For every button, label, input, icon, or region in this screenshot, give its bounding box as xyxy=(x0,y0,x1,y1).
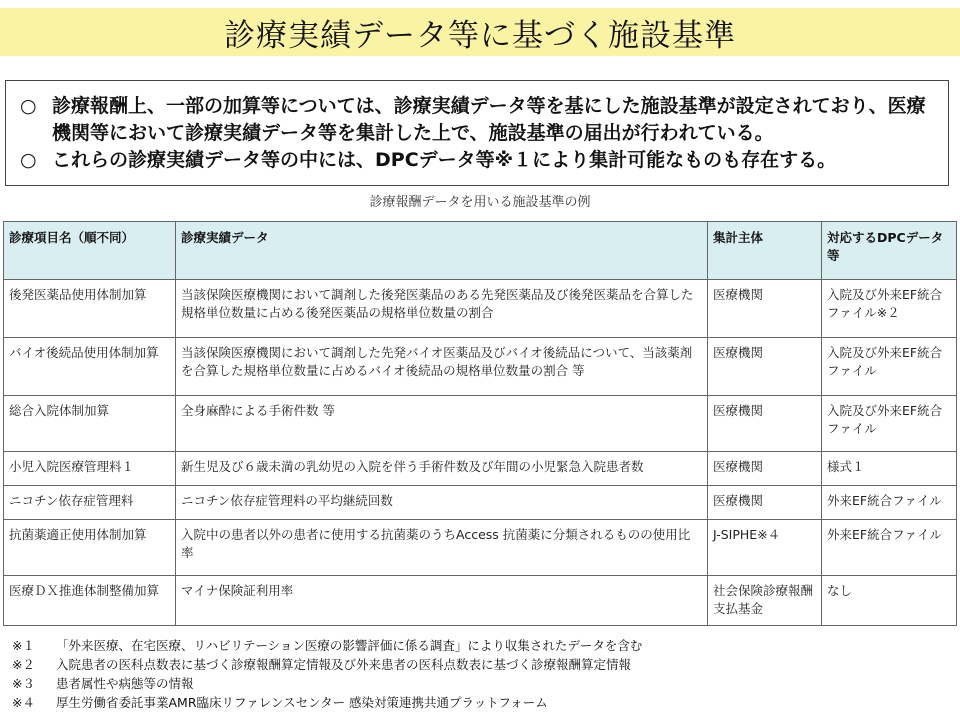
footnote xyxy=(12,636,952,655)
footnote-text: 患者属性や病態等の情報 xyxy=(56,676,194,691)
cell-performance-data: マイナ保険証利用率 xyxy=(176,576,708,626)
table-row xyxy=(4,520,957,576)
cell-dpc-data: 様式１ xyxy=(822,452,957,486)
cell-performance-data: 当該保険医療機関において調剤した先発バイオ医薬品及びバイオ後続品について、当該薬剤を合算した規格単位数量に占めるバイオ後続品の規格単位数量の割合 等 xyxy=(176,338,708,396)
footnote-text: 入院患者の医科点数表に基づく診療報酬算定情報及び外来患者の医科点数表に基づく診療報酬算定情報 xyxy=(56,657,632,672)
cell-dpc-data: なし xyxy=(822,576,957,626)
footnote-mark: ※２ xyxy=(12,657,35,672)
footnote-text: 厚生労働省委託事業AMR臨床リファレンスセンター 感染対策連携共通プラットフォーム xyxy=(56,695,548,710)
cell-dpc-data: 外来EF統合ファイル xyxy=(822,520,957,576)
cell-item-name: ニコチン依存症管理料 xyxy=(4,486,176,520)
column-header-dpc-data: 対応するDPCデータ等 xyxy=(822,222,957,280)
cell-performance-data: 入院中の患者以外の患者に使用する抗菌薬のうちAccess 抗菌薬に分類されるものの使用比率 xyxy=(176,520,708,576)
table-row xyxy=(4,486,957,520)
footnote-text: 「外来医療、在宅医療、リハビリテーション医療の影響評価に係る調査」により収集されたデータを含む xyxy=(56,638,643,653)
column-header-aggregator: 集計主体 xyxy=(708,222,822,280)
table-caption: 診療報酬データを用いる施設基準の例 xyxy=(369,195,591,210)
table-row xyxy=(4,396,957,452)
footnote xyxy=(12,674,952,693)
circle-bullet-icon: ○ xyxy=(20,95,37,117)
footnotes xyxy=(12,636,952,712)
summary-item xyxy=(20,93,934,147)
cell-item-name: バイオ後続品使用体制加算 xyxy=(4,338,176,396)
table-header-row xyxy=(4,222,957,280)
table-row xyxy=(4,576,957,626)
cell-item-name: 小児入院医療管理料１ xyxy=(4,452,176,486)
summary-item xyxy=(20,147,934,174)
cell-aggregator: 医療機関 xyxy=(708,338,822,396)
cell-item-name: 総合入院体制加算 xyxy=(4,396,176,452)
footnote-mark: ※４ xyxy=(12,695,35,710)
summary-text: 診療報酬上、一部の加算等については、診療実績データ等を基にした施設基準が設定されており、医療機関等において診療実績データ等を集計した上で、施設基準の届出が行われている。 xyxy=(52,95,926,144)
cell-aggregator: 医療機関 xyxy=(708,396,822,452)
cell-dpc-data: 入院及び外来EF統合ファイル※２ xyxy=(822,280,957,338)
cell-dpc-data: 外来EF統合ファイル xyxy=(822,486,957,520)
title-band xyxy=(0,8,960,56)
cell-performance-data: 新生児及び６歳未満の乳幼児の入院を伴う手術件数及び年間の小児緊急入院患者数 xyxy=(176,452,708,486)
page-title: 診療実績データ等に基づく施設基準 xyxy=(224,17,736,54)
cell-aggregator: J-SIPHE※４ xyxy=(708,520,822,576)
cell-performance-data: 全身麻酔による手術件数 等 xyxy=(176,396,708,452)
cell-aggregator: 医療機関 xyxy=(708,486,822,520)
cell-performance-data: 当該保険医療機関において調剤した後発医薬品のある先発医薬品及び後発医薬品を合算した規格単位数量に占める後発医薬品の規格単位数量の割合 xyxy=(176,280,708,338)
cell-aggregator: 医療機関 xyxy=(708,452,822,486)
facility-criteria-table xyxy=(3,221,957,626)
cell-aggregator: 社会保険診療報酬支払基金 xyxy=(708,576,822,626)
footnote xyxy=(12,655,952,674)
cell-dpc-data: 入院及び外来EF統合ファイル xyxy=(822,338,957,396)
cell-aggregator: 医療機関 xyxy=(708,280,822,338)
cell-item-name: 医療ＤＸ推進体制整備加算 xyxy=(4,576,176,626)
footnote xyxy=(12,693,952,712)
table-row xyxy=(4,452,957,486)
cell-dpc-data: 入院及び外来EF統合ファイル xyxy=(822,396,957,452)
circle-bullet-icon: ○ xyxy=(20,149,37,171)
footnote-mark: ※３ xyxy=(12,676,35,691)
summary-box xyxy=(5,80,949,186)
summary-text: これらの診療実績データ等の中には、DPCデータ等※１により集計可能なものも存在する。 xyxy=(52,149,837,171)
column-header-performance-data: 診療実績データ xyxy=(176,222,708,280)
footnote-mark: ※１ xyxy=(12,638,35,653)
cell-item-name: 後発医薬品使用体制加算 xyxy=(4,280,176,338)
table-row xyxy=(4,338,957,396)
cell-item-name: 抗菌薬適正使用体制加算 xyxy=(4,520,176,576)
column-header-item-name: 診療項目名（順不同） xyxy=(4,222,176,280)
table-row xyxy=(4,280,957,338)
cell-performance-data: ニコチン依存症管理料の平均継続回数 xyxy=(176,486,708,520)
